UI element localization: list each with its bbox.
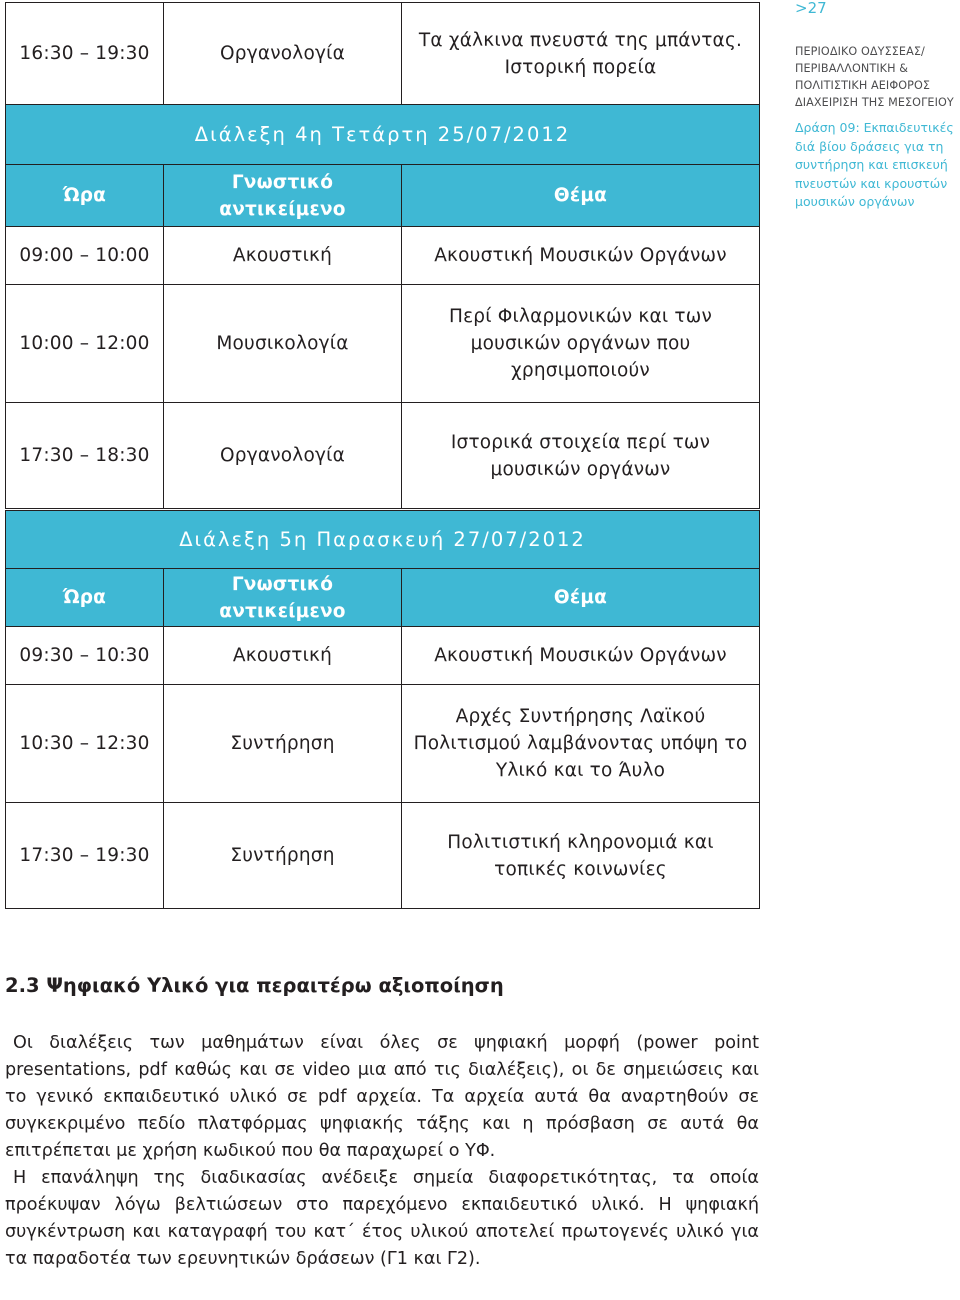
table-row bbox=[6, 685, 760, 803]
header-subject: Γνωστικό αντικείμενο bbox=[164, 569, 402, 627]
topic-cell: Τα χάλκινα πνευστά της μπάντας. Ιστορική πορεία bbox=[402, 3, 760, 105]
time-cell: 10:30 – 12:30 bbox=[6, 685, 164, 803]
time-cell: 17:30 – 19:30 bbox=[6, 803, 164, 909]
table-row bbox=[6, 627, 760, 685]
time-cell: 17:30 – 18:30 bbox=[6, 403, 164, 509]
time-cell: 09:00 – 10:00 bbox=[6, 227, 164, 285]
lecture-title-row bbox=[6, 511, 760, 569]
lecture-title: Διάλεξη 4η Τετάρτη 25/07/2012 bbox=[6, 105, 760, 165]
subject-cell: Οργανολογία bbox=[164, 403, 402, 509]
section-body bbox=[5, 1030, 759, 1273]
topic-cell: Ακουστική Μουσικών Οργάνων bbox=[402, 627, 760, 685]
schedule-table-lecture-4 bbox=[5, 2, 760, 509]
header-topic: Θέμα bbox=[402, 165, 760, 227]
page-number: >27 bbox=[795, 0, 827, 17]
table-row bbox=[6, 227, 760, 285]
table-row bbox=[6, 803, 760, 909]
subject-cell: Μουσικολογία bbox=[164, 285, 402, 403]
time-cell: 09:30 – 10:30 bbox=[6, 627, 164, 685]
lecture-title-row bbox=[6, 105, 760, 165]
paragraph-1: Οι διαλέξεις των μαθημάτων είναι όλες σε ψηφιακή μορφή (power point presentations, pdf καθώς και σε video μια από τις διαλέξεις), οι δε σημειώσεις και το γενικό εκπαιδευτικό υλικό σε pdf αρχεία. Τα αρχεία αυτά θα αναρτηθούν σε συγκεκριμένο πεδίο πλατφόρμας ψηφιακής τάξης και η πρόσβαση σε αυτά θα επιτρέπεται με χρήση κωδικού που θα παραχωρεί ο ΥΦ. bbox=[5, 1033, 759, 1161]
header-time: Ώρα bbox=[6, 165, 164, 227]
table-header-row bbox=[6, 569, 760, 627]
table-row bbox=[6, 3, 760, 105]
subject-cell: Ακουστική bbox=[164, 627, 402, 685]
topic-cell: Περί Φιλαρμονικών και των μουσικών οργάνων που χρησιμοποιούν bbox=[402, 285, 760, 403]
paragraph-2: Η επανάληψη της διαδικασίας ανέδειξε σημεία διαφορετικότητας, τα οποία προέκυψαν λόγω βελτιώσεων στο παρεχόμενο εκπαιδευτικό υλικό. Η ψηφιακή συγκέντρωση και καταγραφή του κατ΄ έτος υλικού αποτελεί πρωτογενές υλικό για τα παραδοτέα των ερευνητικών δράσεων (Γ1 και Γ2). bbox=[5, 1168, 759, 1269]
header-subject: Γνωστικό αντικείμενο bbox=[164, 165, 402, 227]
topic-cell: Αρχές Συντήρησης Λαϊκού Πολιτισμού λαμβάνοντας υπόψη το Υλικό και το Άυλο bbox=[402, 685, 760, 803]
lecture-title: Διάλεξη 5η Παρασκευή 27/07/2012 bbox=[6, 511, 760, 569]
table-row bbox=[6, 403, 760, 509]
topic-cell: Ιστορικά στοιχεία περί των μουσικών οργάνων bbox=[402, 403, 760, 509]
subject-cell: Συντήρηση bbox=[164, 685, 402, 803]
time-cell: 16:30 – 19:30 bbox=[6, 3, 164, 105]
sidebar bbox=[795, 0, 960, 212]
time-cell: 10:00 – 12:00 bbox=[6, 285, 164, 403]
topic-cell: Ακουστική Μουσικών Οργάνων bbox=[402, 227, 760, 285]
subject-cell: Ακουστική bbox=[164, 227, 402, 285]
table-row bbox=[6, 285, 760, 403]
series-title: ΠΕΡΙΟΔΙΚΟ ΟΔΥΣΣΕΑΣ/ ΠΕΡΙΒΑΛΛΟΝΤΙΚΗ & ΠΟΛΙΤΙΣΤΙΚΗ ΑΕΙΦΟΡΟΣ ΔΙΑΧΕΙΡΙΣΗ ΤΗΣ ΜΕΣΟΓΕΙΟΥ bbox=[795, 45, 954, 109]
topic-cell: Πολιτιστική κληρονομιά και τοπικές κοινωνίες bbox=[402, 803, 760, 909]
header-topic: Θέμα bbox=[402, 569, 760, 627]
subject-cell: Συντήρηση bbox=[164, 803, 402, 909]
table-header-row bbox=[6, 165, 760, 227]
header-time: Ώρα bbox=[6, 569, 164, 627]
section-heading: 2.3 Ψηφιακό Υλικό για περαιτέρω αξιοποίηση bbox=[5, 974, 504, 997]
schedule-table-lecture-5 bbox=[5, 510, 760, 909]
action-title: Δράση 09: Εκπαιδευτικές διά βίου δράσεις για τη συντήρηση και επισκευή πνευστών και κρουστών μουσικών οργάνων bbox=[795, 120, 954, 209]
subject-cell: Οργανολογία bbox=[164, 3, 402, 105]
